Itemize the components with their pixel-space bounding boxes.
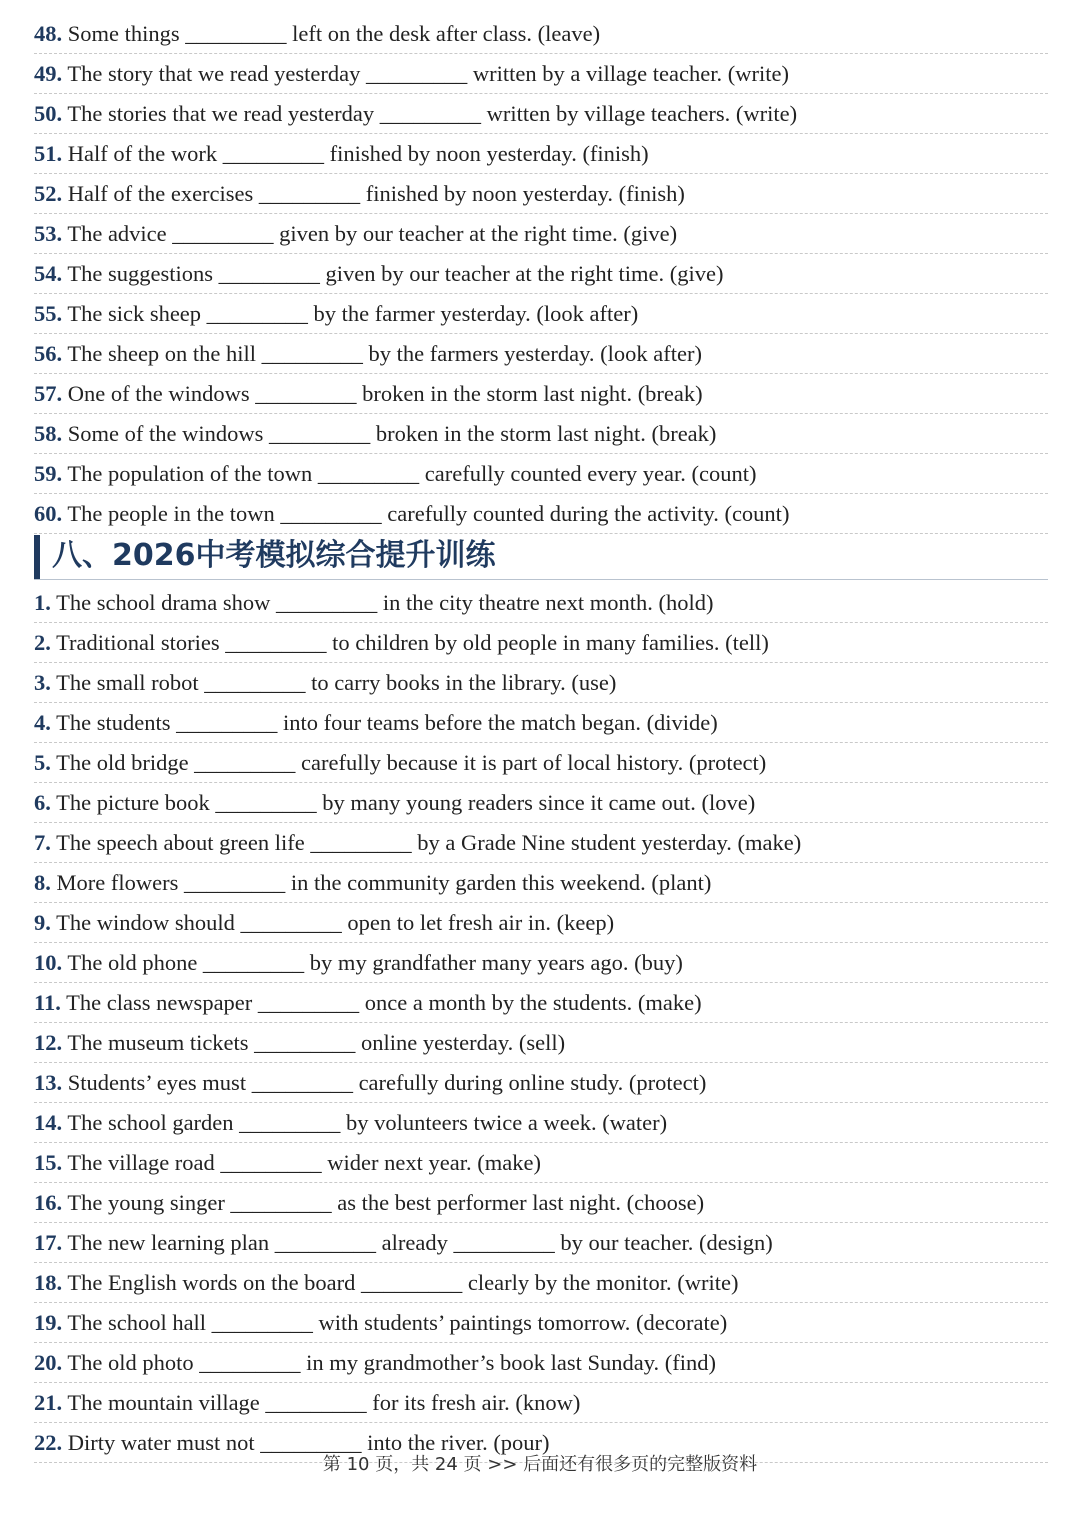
exercise-text: The mountain village _________ for its fresh air. (know)	[67, 1390, 581, 1415]
exercise-item	[34, 1104, 1048, 1143]
exercise-item	[34, 375, 1048, 414]
exercise-text: Students’ eyes must _________ carefully during online study. (protect)	[67, 1070, 707, 1095]
page-footer: 第 10 页，共 24 页 >> 后面还有很多页的完整版资料	[322, 1454, 758, 1475]
exercise-text: The school hall _________ with students’ paintings tomorrow. (decorate)	[67, 1310, 728, 1335]
exercise-text: The English words on the board _________ clearly by the monitor. (write)	[67, 1270, 739, 1295]
exercise-item	[34, 784, 1048, 823]
exercise-text: The people in the town _________ carefully counted during the activity. (count)	[67, 501, 790, 526]
exercise-number: 59.	[34, 461, 63, 486]
exercise-number: 5.	[34, 750, 51, 775]
exercise-number: 57.	[34, 381, 63, 406]
section-heading	[34, 533, 1048, 580]
exercise-text: The school drama show _________ in the city theatre next month. (hold)	[56, 590, 714, 615]
exercise-item	[34, 584, 1048, 623]
exercise-text: The school garden _________ by volunteers twice a week. (water)	[67, 1110, 668, 1135]
exercise-text: The old phone _________ by my grandfather many years ago. (buy)	[67, 950, 683, 975]
exercise-number: 1.	[34, 590, 51, 615]
exercise-item	[34, 255, 1048, 294]
exercise-item	[34, 704, 1048, 743]
exercise-item	[34, 295, 1048, 334]
exercise-text: Dirty water must not _________ into the river. (pour)	[67, 1430, 550, 1455]
exercise-text: The small robot _________ to carry books in the library. (use)	[56, 670, 617, 695]
exercise-text: Some things _________ left on the desk after class. (leave)	[67, 21, 601, 46]
exercise-number: 21.	[34, 1390, 63, 1415]
exercise-number: 17.	[34, 1230, 63, 1255]
exercise-number: 3.	[34, 670, 51, 695]
exercise-item	[34, 1344, 1048, 1383]
exercise-item	[34, 1024, 1048, 1063]
exercise-text: Half of the work _________ finished by noon yesterday. (finish)	[67, 141, 649, 166]
exercise-item	[34, 135, 1048, 174]
exercise-number: 60.	[34, 501, 63, 526]
exercise-text: The window should _________ open to let fresh air in. (keep)	[56, 910, 615, 935]
exercise-text: The old bridge _________ carefully because it is part of local history. (protect)	[56, 750, 767, 775]
exercise-item	[34, 495, 1048, 534]
exercise-text: The picture book _________ by many young readers since it came out. (love)	[56, 790, 756, 815]
exercise-item	[34, 864, 1048, 903]
exercise-text: The population of the town _________ carefully counted every year. (count)	[67, 461, 757, 486]
exercise-number: 48.	[34, 21, 63, 46]
exercise-text: The advice _________ given by our teacher at the right time. (give)	[67, 221, 678, 246]
exercise-item	[34, 744, 1048, 783]
exercise-number: 10.	[34, 950, 63, 975]
exercise-text: More flowers _________ in the community garden this weekend. (plant)	[56, 870, 712, 895]
exercise-text: The class newspaper _________ once a month by the students. (make)	[66, 990, 702, 1015]
exercise-item	[34, 1224, 1048, 1263]
exercise-number: 20.	[34, 1350, 63, 1375]
exercise-item	[34, 415, 1048, 454]
exercise-text: The museum tickets _________ online yesterday. (sell)	[67, 1030, 566, 1055]
exercise-number: 11.	[34, 990, 61, 1015]
exercise-text: The students _________ into four teams before the match began. (divide)	[56, 710, 718, 735]
exercise-text: The sheep on the hill _________ by the farmers yesterday. (look after)	[67, 341, 702, 366]
exercise-number: 18.	[34, 1270, 63, 1295]
exercise-item	[34, 824, 1048, 863]
exercise-item	[34, 175, 1048, 214]
exercise-text: Traditional stories _________ to children by old people in many families. (tell)	[56, 630, 769, 655]
exercise-number: 4.	[34, 710, 51, 735]
exercise-number: 52.	[34, 181, 63, 206]
exercise-text: One of the windows _________ broken in the storm last night. (break)	[67, 381, 703, 406]
exercise-text: The village road _________ wider next year. (make)	[67, 1150, 541, 1175]
exercise-item	[34, 55, 1048, 94]
exercise-item	[34, 95, 1048, 134]
exercise-number: 50.	[34, 101, 63, 126]
exercise-list-part-a	[34, 15, 1048, 535]
exercise-item	[34, 1264, 1048, 1303]
exercise-item	[34, 15, 1048, 54]
exercise-item	[34, 1064, 1048, 1103]
exercise-list-part-b	[34, 584, 1048, 1464]
exercise-number: 55.	[34, 301, 63, 326]
exercise-number: 15.	[34, 1150, 63, 1175]
exercise-text: Some of the windows _________ broken in the storm last night. (break)	[67, 421, 717, 446]
exercise-number: 2.	[34, 630, 51, 655]
exercise-text: Half of the exercises _________ finished by noon yesterday. (finish)	[67, 181, 685, 206]
exercise-item	[34, 984, 1048, 1023]
exercise-number: 13.	[34, 1070, 63, 1095]
exercise-item	[34, 1304, 1048, 1343]
exercise-item	[34, 1384, 1048, 1423]
exercise-item	[34, 944, 1048, 983]
exercise-number: 9.	[34, 910, 51, 935]
exercise-item	[34, 335, 1048, 374]
exercise-number: 8.	[34, 870, 51, 895]
exercise-number: 14.	[34, 1110, 63, 1135]
exercise-number: 16.	[34, 1190, 63, 1215]
exercise-text: The story that we read yesterday _________ written by a village teacher. (write)	[67, 61, 789, 86]
exercise-number: 56.	[34, 341, 63, 366]
exercise-item	[34, 904, 1048, 943]
exercise-text: The old photo _________ in my grandmother’s book last Sunday. (find)	[67, 1350, 717, 1375]
exercise-text: The suggestions _________ given by our teacher at the right time. (give)	[67, 261, 724, 286]
exercise-number: 49.	[34, 61, 63, 86]
exercise-number: 58.	[34, 421, 63, 446]
exercise-number: 12.	[34, 1030, 63, 1055]
exercise-item	[34, 1144, 1048, 1183]
exercise-text: The young singer _________ as the best performer last night. (choose)	[67, 1190, 705, 1215]
exercise-text: The new learning plan _________ already _________ by our teacher. (design)	[67, 1230, 773, 1255]
exercise-number: 19.	[34, 1310, 63, 1335]
exercise-text: The stories that we read yesterday _________ written by village teachers. (write)	[67, 101, 798, 126]
exercise-number: 22.	[34, 1430, 63, 1455]
exercise-item	[34, 664, 1048, 703]
exercise-number: 7.	[34, 830, 51, 855]
exercise-text: The speech about green life _________ by a Grade Nine student yesterday. (make)	[56, 830, 802, 855]
exercise-item	[34, 455, 1048, 494]
exercise-item	[34, 624, 1048, 663]
exercise-text: The sick sheep _________ by the farmer yesterday. (look after)	[67, 301, 639, 326]
section-accent-bar	[34, 535, 40, 579]
section-title: 八、2026中考模拟综合提升训练	[52, 538, 496, 573]
exercise-item	[34, 1184, 1048, 1223]
exercise-number: 54.	[34, 261, 63, 286]
exercise-item	[34, 215, 1048, 254]
exercise-number: 53.	[34, 221, 63, 246]
exercise-number: 51.	[34, 141, 63, 166]
exercise-number: 6.	[34, 790, 51, 815]
